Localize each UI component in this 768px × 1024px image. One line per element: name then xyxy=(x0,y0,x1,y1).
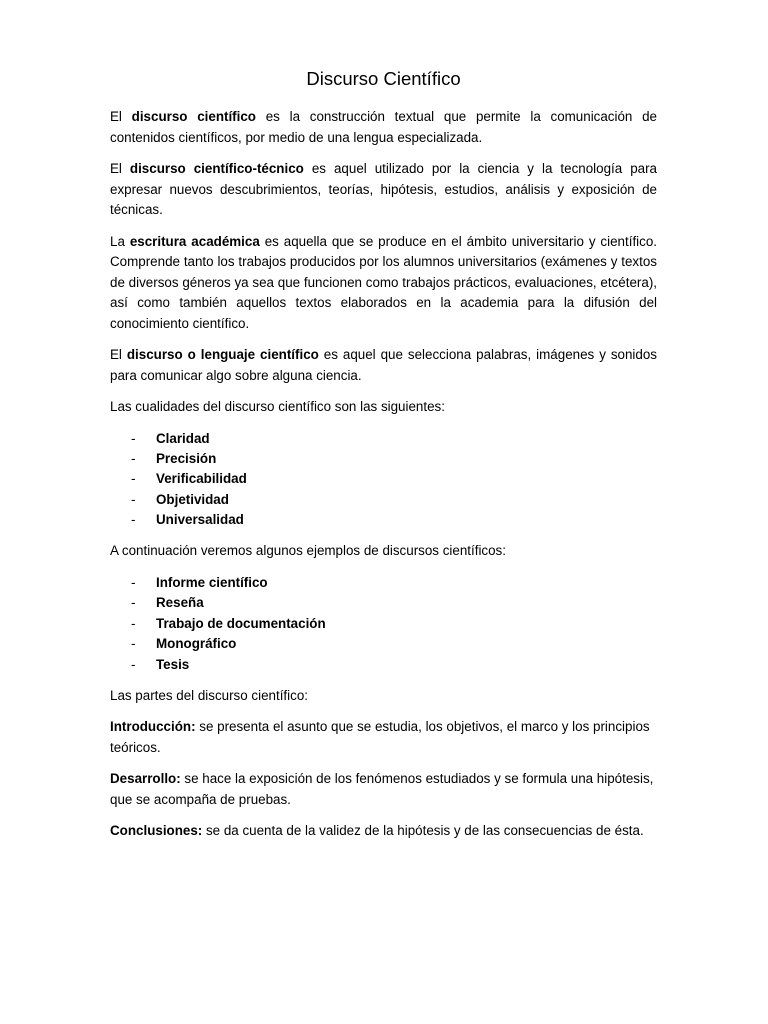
part-label: Introducción: xyxy=(110,719,196,735)
paragraph-escritura-academica xyxy=(110,232,657,335)
list-item xyxy=(110,449,657,469)
paragraph-discurso-cientifico xyxy=(110,107,657,148)
dash-bullet: - xyxy=(131,636,136,652)
list-item xyxy=(110,614,657,634)
list-item-label: Trabajo de documentación xyxy=(156,615,326,631)
paragraph-text: El xyxy=(110,347,127,362)
list-item-label: Reseña xyxy=(156,595,204,611)
part-desarrollo xyxy=(110,769,657,810)
bold-term: discurso científico xyxy=(131,109,256,124)
part-text: se presenta el asunto que se estudia, los objetivos, el marco y los principios teóricos. xyxy=(110,719,650,755)
examples-list xyxy=(110,573,657,675)
dash-bullet: - xyxy=(131,450,136,466)
bold-term: discurso o lenguaje científico xyxy=(126,347,319,362)
list-item-label: Claridad xyxy=(156,430,210,446)
paragraph-lenguaje-cientifico xyxy=(110,345,657,386)
list-item-label: Objetividad xyxy=(156,491,229,507)
paragraph-text: es aquella que se produce en el ámbito universitario y científico. Comprende tanto los trabajos producidos por los alumnos universitarios (exámenes y textos de diversos géneros ya sea que funcionen como trabajos prácticos, evaluaciones, etcétera), así como también aquellos textos elaborados en la academia para la difusión del conocimiento científico. xyxy=(110,233,657,331)
list-item-label: Monográfico xyxy=(156,636,237,652)
list-item xyxy=(110,573,657,593)
list-item-label: Universalidad xyxy=(156,512,244,528)
parts-intro: Las partes del discurso científico: xyxy=(110,687,308,703)
paragraph-discurso-cientifico-tecnico xyxy=(110,159,657,221)
list-item-label: Tesis xyxy=(156,656,190,672)
dash-bullet: - xyxy=(131,512,136,528)
document-page xyxy=(110,66,657,853)
list-item xyxy=(110,593,657,613)
list-item xyxy=(110,469,657,489)
list-item xyxy=(110,429,657,449)
document-title: Discurso Científico xyxy=(306,68,461,89)
qualities-list xyxy=(110,429,657,531)
paragraph-text: El xyxy=(110,161,130,176)
dash-bullet: - xyxy=(131,595,136,611)
paragraph-text: es la construcción textual que permite la comunicación de contenidos científicos, por medio de una lengua especializada. xyxy=(110,109,658,145)
list-item-label: Informe científico xyxy=(156,574,268,590)
part-label: Conclusiones: xyxy=(110,823,203,839)
dash-bullet: - xyxy=(131,574,136,590)
bold-term: escritura académica xyxy=(129,233,260,249)
dash-bullet: - xyxy=(131,471,136,487)
list-item xyxy=(110,510,657,530)
part-text: se hace la exposición de los fenómenos estudiados y se formula una hipótesis, que se acompaña de pruebas. xyxy=(110,771,654,807)
list-item xyxy=(110,655,657,675)
dash-bullet: - xyxy=(131,656,136,672)
examples-intro: A continuación veremos algunos ejemplos de discursos científicos: xyxy=(110,543,506,559)
part-label: Desarrollo: xyxy=(110,771,181,787)
part-text: se da cuenta de la validez de la hipótesis y de las consecuencias de ésta. xyxy=(202,823,644,839)
list-item xyxy=(110,634,657,654)
dash-bullet: - xyxy=(131,430,136,446)
dash-bullet: - xyxy=(131,615,136,631)
bold-term: discurso científico-técnico xyxy=(129,161,304,176)
part-introduccion xyxy=(110,717,657,758)
paragraph-text: es aquel utilizado por la ciencia y la tecnología para expresar nuevos descubrimientos, teorías, hipótesis, estudios, análisis y exposición de técnicas. xyxy=(110,161,657,217)
dash-bullet: - xyxy=(131,491,136,507)
list-item-label: Verificabilidad xyxy=(156,471,247,487)
part-conclusiones xyxy=(110,821,657,842)
paragraph-text: El xyxy=(110,109,132,124)
list-item xyxy=(110,490,657,510)
paragraph-text: La xyxy=(110,233,130,249)
paragraph-text: es aquel que selecciona palabras, imágenes y sonidos para comunicar algo sobre alguna ciencia. xyxy=(110,347,657,383)
qualities-intro: Las cualidades del discurso científico son las siguientes: xyxy=(110,399,445,414)
list-item-label: Precisión xyxy=(156,450,217,466)
